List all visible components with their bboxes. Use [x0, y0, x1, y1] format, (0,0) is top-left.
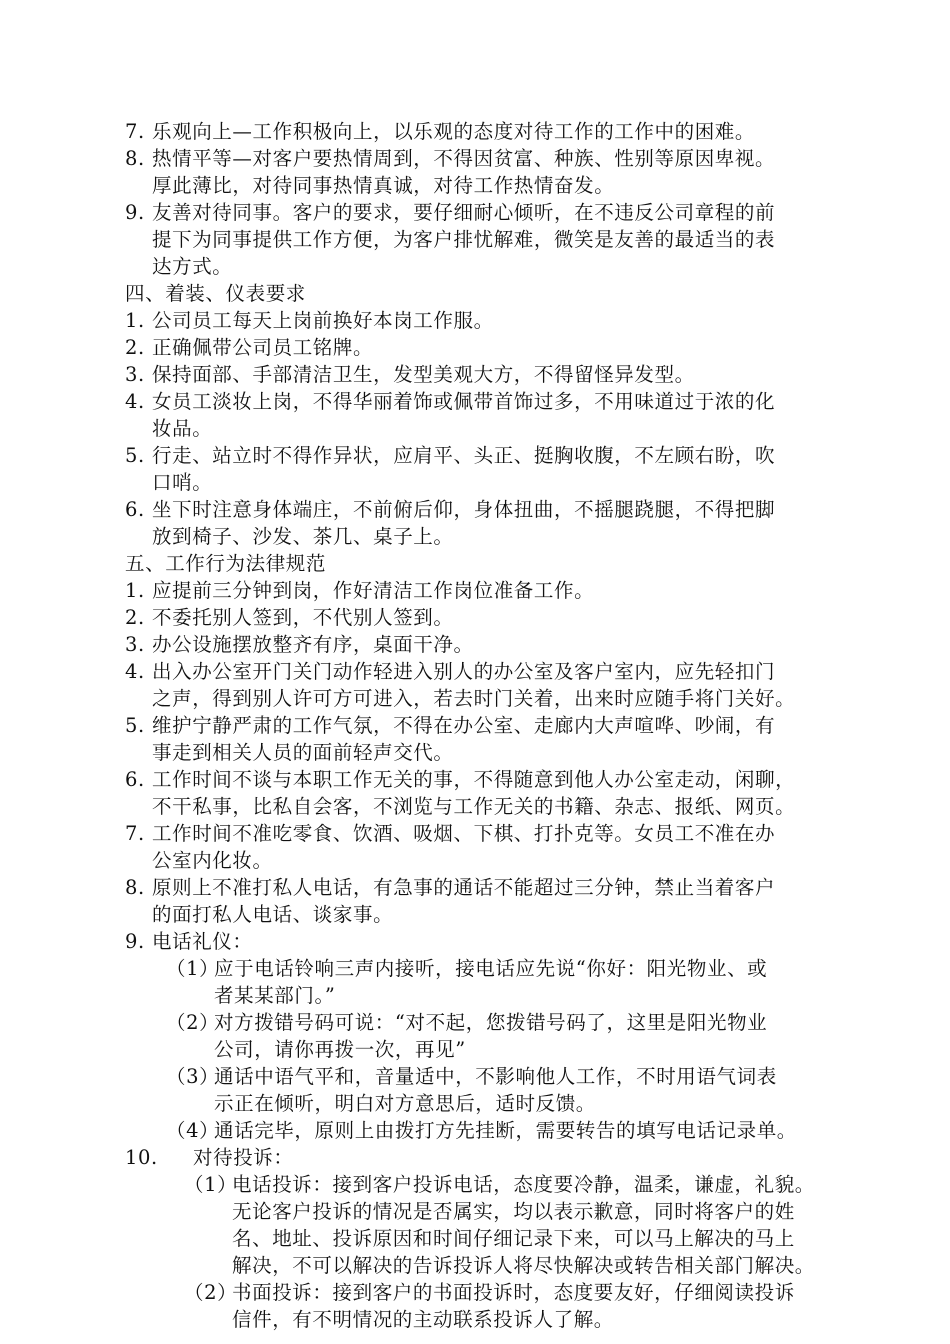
- item-number: 10.: [125, 1146, 158, 1169]
- item-number: （2）: [184, 1281, 238, 1304]
- line-text: 的面打私人电话、谈家事。: [152, 903, 394, 926]
- line-text: 应于电话铃响三声内接听，接电话应先说“你好：阳光物业、或: [214, 957, 768, 980]
- text-line: [0, 928, 950, 955]
- text-line: [0, 172, 950, 199]
- text-line: [0, 1198, 950, 1225]
- text-line: [0, 658, 950, 685]
- item-number: 5.: [125, 714, 145, 737]
- item-number: 9.: [125, 201, 145, 224]
- line-text: 无论客户投诉的情况是否属实，均以表示歉意，同时将客户的姓: [232, 1200, 795, 1223]
- text-line: [0, 820, 950, 847]
- text-line: [0, 631, 950, 658]
- section-heading: [0, 280, 950, 307]
- text-line: [0, 307, 950, 334]
- text-line: [0, 685, 950, 712]
- text-line: [0, 604, 950, 631]
- line-text: 维护宁静严肃的工作气氛，不得在办公室、走廊内大声喧哗、吵闹，有: [152, 714, 776, 737]
- item-number: 3.: [125, 633, 145, 656]
- text-line: [0, 1090, 950, 1117]
- item-number: 5.: [125, 444, 145, 467]
- text-line: [0, 847, 950, 874]
- text-line: [0, 1225, 950, 1252]
- line-text: 公室内化妆。: [152, 849, 273, 872]
- line-text: 解决，不可以解决的告诉投诉人将尽快解决或转告相关部门解决。: [232, 1254, 815, 1277]
- line-text: 不干私事，比私自会客，不浏览与工作无关的书籍、杂志、报纸、网页。: [152, 795, 796, 818]
- text-line: [0, 1036, 950, 1063]
- line-text: 信件，有不明情况的主动联系投诉人了解。: [232, 1308, 614, 1331]
- item-number: 3.: [125, 363, 145, 386]
- text-line: [0, 253, 950, 280]
- item-number: 8.: [125, 147, 145, 170]
- line-text: 乐观向上—工作积极向上，以乐观的态度对待工作的工作中的困难。: [152, 120, 756, 143]
- line-text: 之声，得到别人许可方可进入，若去时门关着，出来时应随手将门关好。: [152, 687, 796, 710]
- item-number: 1.: [125, 309, 145, 332]
- line-text: 四、着装、仪表要求: [125, 282, 306, 305]
- line-text: 书面投诉：接到客户的书面投诉时，态度要友好，仔细阅读投诉: [232, 1281, 795, 1304]
- item-number: （4）: [166, 1119, 220, 1142]
- item-number: 2.: [125, 336, 145, 359]
- section-heading: [0, 550, 950, 577]
- text-line: [0, 712, 950, 739]
- line-text: 通话中语气平和，音量适中，不影响他人工作，不时用语气词表: [214, 1065, 777, 1088]
- text-line: [0, 145, 950, 172]
- line-text: 工作时间不谈与本职工作无关的事，不得随意到他人办公室走动，闲聊，: [152, 768, 796, 791]
- item-number: （1）: [166, 957, 220, 980]
- text-line: [0, 874, 950, 901]
- item-number: 4.: [125, 660, 145, 683]
- line-text: 不委托别人签到，不代别人签到。: [152, 606, 454, 629]
- line-text: 原则上不准打私人电话，有急事的通话不能超过三分钟，禁止当着客户: [152, 876, 776, 899]
- text-line: [0, 388, 950, 415]
- line-text: 口哨。: [152, 471, 213, 494]
- item-number: 7.: [125, 120, 145, 143]
- line-text: 达方式。: [152, 255, 233, 278]
- line-text: 提下为同事提供工作方便，为客户排忧解难，微笑是友善的最适当的表: [152, 228, 776, 251]
- text-line: [0, 1279, 950, 1306]
- line-text: 五、工作行为法律规范: [125, 552, 327, 575]
- item-number: 7.: [125, 822, 145, 845]
- text-line: [0, 739, 950, 766]
- item-number: 8.: [125, 876, 145, 899]
- line-text: 事走到相关人员的面前轻声交代。: [152, 741, 454, 764]
- item-number: 4.: [125, 390, 145, 413]
- line-text: 正确佩带公司员工铭牌。: [152, 336, 374, 359]
- line-text: 应提前三分钟到岗，作好清洁工作岗位准备工作。: [152, 579, 595, 602]
- item-number: （2）: [166, 1011, 220, 1034]
- text-line: [0, 199, 950, 226]
- text-line: [0, 361, 950, 388]
- text-line: [0, 523, 950, 550]
- line-text: 通话完毕，原则上由拨打方先挂断，需要转告的填写电话记录单。: [214, 1119, 797, 1142]
- text-line: [0, 1063, 950, 1090]
- line-text: 对待投诉：: [193, 1146, 294, 1169]
- item-number: （3）: [166, 1065, 220, 1088]
- item-number: 1.: [125, 579, 145, 602]
- text-line: [0, 1171, 950, 1198]
- text-line: [0, 982, 950, 1009]
- line-text: 电话投诉：接到客户投诉电话，态度要冷静，温柔，谦虚，礼貌。: [232, 1173, 815, 1196]
- text-line: [0, 1252, 950, 1279]
- line-text: 对方拨错号码可说：“对不起，您拨错号码了，这里是阳光物业: [214, 1011, 768, 1034]
- item-number: 6.: [125, 498, 145, 521]
- text-line: [0, 334, 950, 361]
- line-text: 示正在倾听，明白对方意思后，适时反馈。: [214, 1092, 596, 1115]
- line-text: 友善对待同事。客户的要求，要仔细耐心倾听，在不违反公司章程的前: [152, 201, 776, 224]
- line-text: 妆品。: [152, 417, 213, 440]
- text-line: [0, 442, 950, 469]
- item-number: 9.: [125, 930, 145, 953]
- line-text: 女员工淡妆上岗，不得华丽着饰或佩带首饰过多，不用味道过于浓的化: [152, 390, 776, 413]
- item-number: 2.: [125, 606, 145, 629]
- line-text: 放到椅子、沙发、茶几、桌子上。: [152, 525, 454, 548]
- text-line: [0, 766, 950, 793]
- text-line: [0, 469, 950, 496]
- text-line: [0, 118, 950, 145]
- line-text: 出入办公室开门关门动作轻进入别人的办公室及客户室内，应先轻扣门: [152, 660, 776, 683]
- line-text: 行走、站立时不得作异状，应肩平、头正、挺胸收腹，不左顾右盼，吹: [152, 444, 776, 467]
- document-body: [0, 118, 950, 1333]
- line-text: 公司员工每天上岗前换好本岗工作服。: [152, 309, 494, 332]
- line-text: 保持面部、手部清洁卫生，发型美观大方，不得留怪异发型。: [152, 363, 695, 386]
- line-text: 者某某部门。”: [214, 984, 336, 1007]
- line-text: 坐下时注意身体端庄，不前俯后仰，身体扭曲，不摇腿跷腿，不得把脚: [152, 498, 776, 521]
- item-number: （1）: [184, 1173, 238, 1196]
- line-text: 热情平等—对客户要热情周到，不得因贫富、种族、性别等原因卑视。: [152, 147, 776, 170]
- text-line: [0, 1306, 950, 1333]
- line-text: 电话礼仪：: [152, 930, 253, 953]
- line-text: 公司，请你再拨一次，再见”: [214, 1038, 466, 1061]
- line-text: 名、地址、投诉原因和时间仔细记录下来，可以马上解决的马上: [232, 1227, 795, 1250]
- text-line: [0, 415, 950, 442]
- text-line: [0, 1144, 950, 1171]
- text-line: [0, 955, 950, 982]
- text-line: [0, 1009, 950, 1036]
- text-line: [0, 226, 950, 253]
- text-line: [0, 901, 950, 928]
- line-text: 办公设施摆放整齐有序，桌面干净。: [152, 633, 474, 656]
- item-number: 6.: [125, 768, 145, 791]
- text-line: [0, 496, 950, 523]
- text-line: [0, 577, 950, 604]
- text-line: [0, 793, 950, 820]
- text-line: [0, 1117, 950, 1144]
- line-text: 厚此薄比，对待同事热情真诚，对待工作热情奋发。: [152, 174, 615, 197]
- line-text: 工作时间不准吃零食、饮酒、吸烟、下棋、打扑克等。女员工不准在办: [152, 822, 776, 845]
